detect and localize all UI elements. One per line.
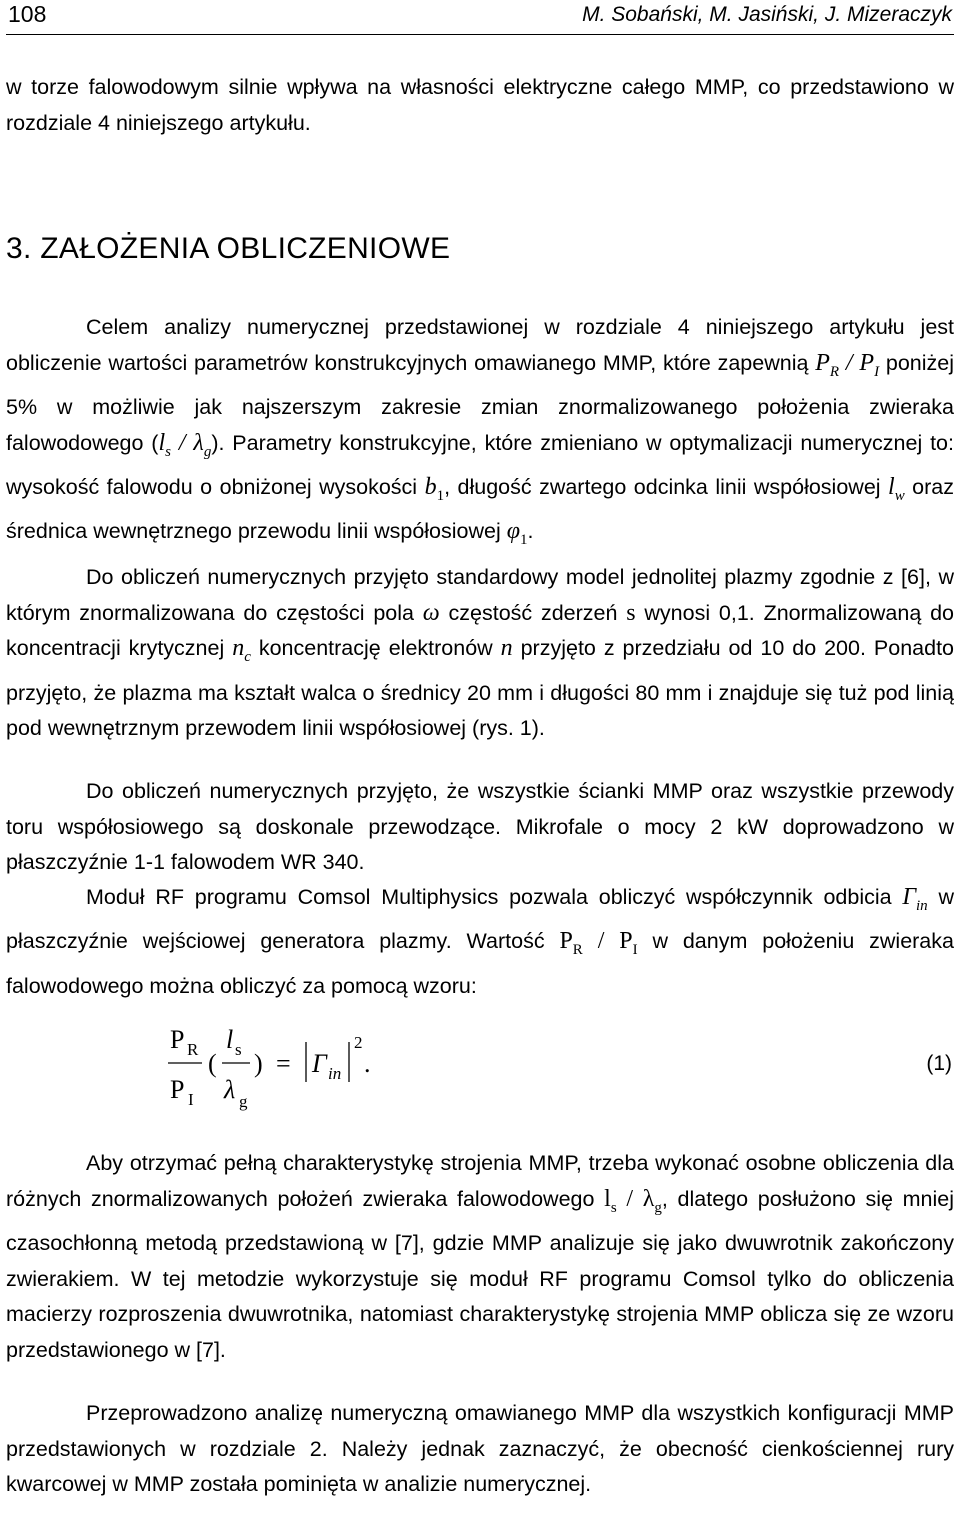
- math-gamma-in: $\Gamma_{in}$: [902, 884, 928, 914]
- text-run: koncentrację elektronów: [250, 636, 501, 661]
- text-run: ). Parametry konstrukcyjne, które zmieniano w optymalizacji numerycznej to: wysokość falowodu o obniżonej wysokości: [6, 430, 954, 499]
- eq-p-numerator: P: [170, 1025, 185, 1054]
- equation-graphic: [168, 1010, 428, 1120]
- math-omega: ω: [422, 599, 440, 626]
- equation-number: (1): [926, 1052, 952, 1075]
- text-run: .: [527, 519, 534, 544]
- math-lw: $l_w$: [888, 473, 905, 504]
- text-run: Aby otrzymać pełną charakterystykę strojenia MMP, trzeba wykonać osobne obliczenia dla różnych znormalizowanych położeń zwieraka falowodowego: [6, 1151, 954, 1211]
- math-pr-over-pi: $P_R / P_I$: [815, 349, 880, 380]
- text-run: wynosi 0,1. Znormalizowaną do koncentracji krytycznej: [6, 600, 955, 661]
- section-title: 3. ZAŁOŻENIA OBLICZENIOWE: [6, 232, 451, 265]
- text-run: częstość zderzeń: [439, 600, 627, 625]
- text-run: w płaszczyźnie wejściowej generatora plazmy. Wartość: [6, 885, 954, 954]
- eq-sub-r: R: [187, 1040, 199, 1059]
- text-run: Do obliczeń numerycznych przyjęto standardowy model jednolitej plazmy zgodnie z [6], w którym znormalizowana do częstości pola: [6, 565, 954, 625]
- paragraph-analysis: Przeprowadzono analizę numeryczną omawianego MMP dla wszystkich konfiguracji MMP przedstawionych w rozdziale 2. Należy jednak zaznaczyć, że obecność cienkościennej rury kwarcowej w MMP została pominięta w analizie numerycznej.: [6, 1401, 954, 1497]
- eq-open-paren: (: [208, 1049, 217, 1078]
- paragraph-goal: [6, 310, 954, 559]
- paragraph-reflection: [6, 880, 954, 1004]
- math-ls-over-lambdag: $l_s / \lambda_g$: [604, 1185, 662, 1216]
- math-pr-over-pi: $P_R / P_I$: [559, 928, 638, 959]
- eq-sub-in: in: [328, 1064, 342, 1083]
- eq-period: .: [364, 1049, 371, 1078]
- math-b1: $b_1$: [424, 473, 445, 504]
- eq-p-denominator: P: [170, 1075, 185, 1104]
- eq-equals: =: [276, 1049, 291, 1078]
- text-run: Celem analizy numerycznej przedstawionej w rozdziale 4 niniejszego artykułu jest obliczenie wartości parametrów konstrukcyjnych omawianego MMP, które zapewnią: [6, 315, 954, 375]
- equation-1: [0, 1010, 960, 1120]
- intro-paragraph: w torze falowodowym silnie wpływa na własności elektryczne całego MMP, co przedstawiono w rozdziale 4 niniejszego artykułu.: [6, 75, 954, 135]
- math-ls-over-lambdag: $l_s / \lambda_g$: [158, 429, 212, 460]
- math-nu: ѕ: [626, 599, 636, 626]
- eq-sub-i: I: [188, 1090, 194, 1109]
- text-run: , długość zwartego odcinka linii współosiowej: [444, 474, 889, 499]
- page-number: 108: [8, 1, 47, 27]
- text-run: Moduł RF programu Comsol Multiphysics pozwala obliczyć współczynnik odbicia: [86, 885, 903, 909]
- running-authors: M. Sobański, M. Jasiński, J. Mizeraczyk: [582, 3, 952, 26]
- math-n: n: [500, 635, 513, 662]
- eq-l: l: [226, 1025, 234, 1054]
- text-run: , dlatego posłużono się mniej czasochłonną metodą przedstawioną w [7], gdzie MMP analizuje się jako dwuwrotnik zakończony zwierakiem. W tej metodzie wykorzystuje się moduł RF programu Comsol tylko do obliczenia macierzy rozproszenia dwuwrotnika, natomiast charakterystykę strojenia MMP oblicza się ze wzoru przedstawionego w [7].: [6, 1186, 954, 1362]
- paragraph-tuning: [6, 1146, 954, 1368]
- text-run: oraz średnica wewnętrznego przewodu linii współosiowej: [6, 474, 954, 544]
- eq-exponent: 2: [354, 1033, 363, 1052]
- math-nc: $n_c$: [232, 635, 251, 665]
- text-run: przyjęto z przedziału od 10 do 200. Ponadto przyjęto, że plazma ma kształt walca o średnicy 20 mm i długości 80 mm i znajduje się tuż pod linią pod wewnętrznym przewodem linii współosiowej (rys. 1).: [6, 636, 955, 741]
- eq-sub-s: s: [235, 1040, 242, 1059]
- eq-gamma: Γ: [312, 1049, 327, 1078]
- text-run: w danym położeniu zwieraka falowodowego można obliczyć za pomocą wzoru:: [6, 929, 954, 998]
- eq-sub-g: g: [239, 1092, 248, 1111]
- paragraph-conductors: Do obliczeń numerycznych przyjęto, że wszystkie ścianki MMP oraz wszystkie przewody toru współosiowego są doskonale przewodzące. Mikrofale o mocy 2 kW doprowadzono w płaszczyźnie 1-1 falowodem WR 340.: [6, 779, 954, 875]
- eq-lambda: λ: [224, 1075, 236, 1104]
- page-header: [6, 0, 954, 35]
- text-run: poniżej 5% w możliwie jak najszerszym zakresie zmian znormalizowanego położenia zwieraka falowodowego (: [6, 350, 955, 455]
- math-phi1: $\varphi_1$: [506, 518, 528, 549]
- paragraph-plasma-model: [6, 560, 954, 747]
- eq-close-paren: ): [254, 1049, 263, 1078]
